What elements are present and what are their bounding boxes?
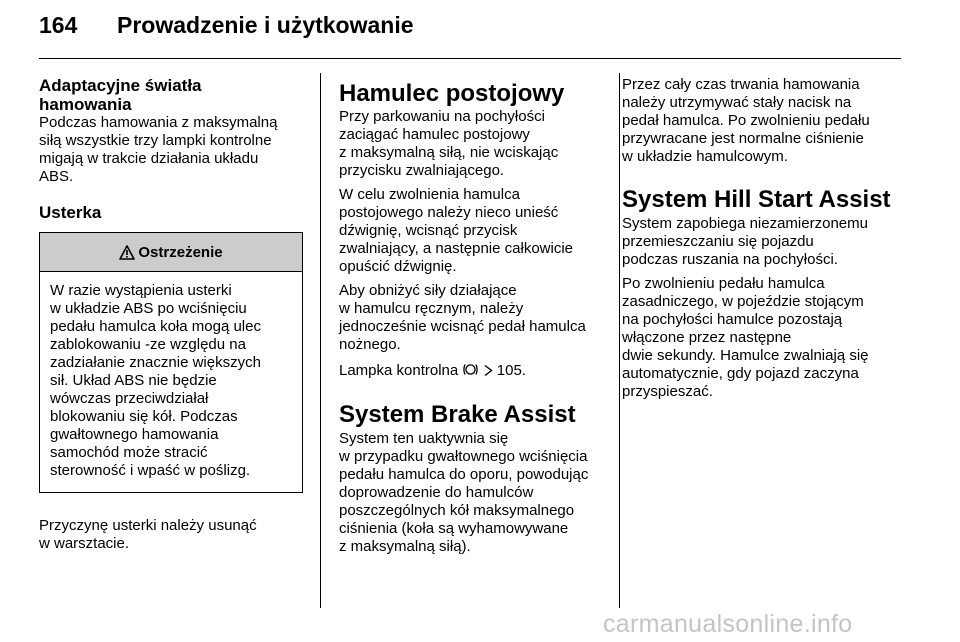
warning-title: Ostrzeżenie: [138, 243, 223, 261]
column-divider-2: [619, 73, 620, 608]
warning-triangle-icon: [119, 245, 135, 260]
braking-pressure-text: Przez cały czas trwania hamowania należy utrzymywać stały nacisk na pedał hamulca. Po zwolnieniu pedału przywracane jest normalne ciśnienie w układzie hamulcowym.: [622, 76, 870, 165]
hill-start-assist-text-2: Po zwolnieniu pedału hamulca zasadniczego, w pojeździe stojącym na pochyłości hamulce pozostają włączone przez następne dwie sekundy. Hamulce zwalniają się automatycznie, gdy pojazd zaczyna przyspieszać.: [622, 275, 869, 400]
parking-brake-heading: Hamulec postojowy: [339, 80, 565, 107]
brake-warning-icon: [462, 362, 479, 377]
control-lamp-label: Lampka kontrolna: [339, 362, 459, 379]
control-lamp-line: [339, 362, 607, 380]
brake-assist-heading: System Brake Assist: [339, 401, 576, 428]
hill-start-assist-text-1: System zapobiega niezamierzonemu przemieszczaniu się pojazdu podczas ruszania na pochyłości.: [622, 215, 868, 268]
adaptive-brake-lights-heading: Adaptacyjne światła hamowania: [39, 76, 202, 114]
warning-header: [40, 233, 302, 272]
parking-brake-text-1: Przy parkowaniu na pochyłości zaciągać hamulec postojowy z maksymalną siłą, nie wciskając przycisku zwalniającego.: [339, 108, 559, 179]
fault-heading: Usterka: [39, 203, 102, 222]
adaptive-brake-lights-text: Podczas hamowania z maksymalną siłą wszystkie trzy lampki kontrolne migają w trakcie działania układu ABS.: [39, 114, 278, 185]
warning-box: [39, 232, 303, 493]
parking-brake-text-3: Aby obniżyć siły działające w hamulcu ręcznym, należy jednocześnie wcisnąć pedał hamulca nożnego.: [339, 282, 586, 353]
page-number: 164: [39, 12, 78, 38]
column-right: [622, 76, 904, 401]
control-lamp-page-ref: 105.: [496, 362, 526, 379]
column-divider-1: [320, 73, 321, 608]
column-middle: [339, 80, 607, 556]
fault-repair-text: Przyczynę usterki należy usunąć w warsztacie.: [39, 517, 257, 552]
hill-start-assist-heading: System Hill Start Assist: [622, 186, 891, 213]
page-reference-icon: [484, 364, 493, 377]
header-divider: [39, 58, 901, 59]
parking-brake-text-2: W celu zwolnienia hamulca postojowego należy nieco unieść dźwignię, wcisnąć przycisk zwalniający, a następnie całkowicie opuścić dźwignię.: [339, 186, 574, 275]
chapter-title: Prowadzenie i użytkowanie: [117, 12, 414, 38]
column-left: [39, 76, 304, 553]
brake-assist-text: System ten uaktywnia się w przypadku gwałtownego wciśnięcia pedału hamulca do oporu, powodując doprowadzenie do hamulców poszczególnych kół maksymalnego ciśnienia (koła są wyhamowywane z maksymalną siłą).: [339, 430, 589, 555]
warning-text: W razie wystąpienia usterki w układzie ABS po wciśnięciu pedału hamulca koła mogą ulec zablokowaniu -ze względu na zadziałanie znacznie większych sił. Układ ABS nie będzie wówczas przeciwdziałał blokowaniu się kół. Podczas gwałtownego hamowania samochód może stracić sterowność i wpaść w poślizg.: [50, 282, 261, 479]
watermark: carmanualsonline.info: [603, 610, 853, 638]
page-header: [39, 12, 414, 42]
